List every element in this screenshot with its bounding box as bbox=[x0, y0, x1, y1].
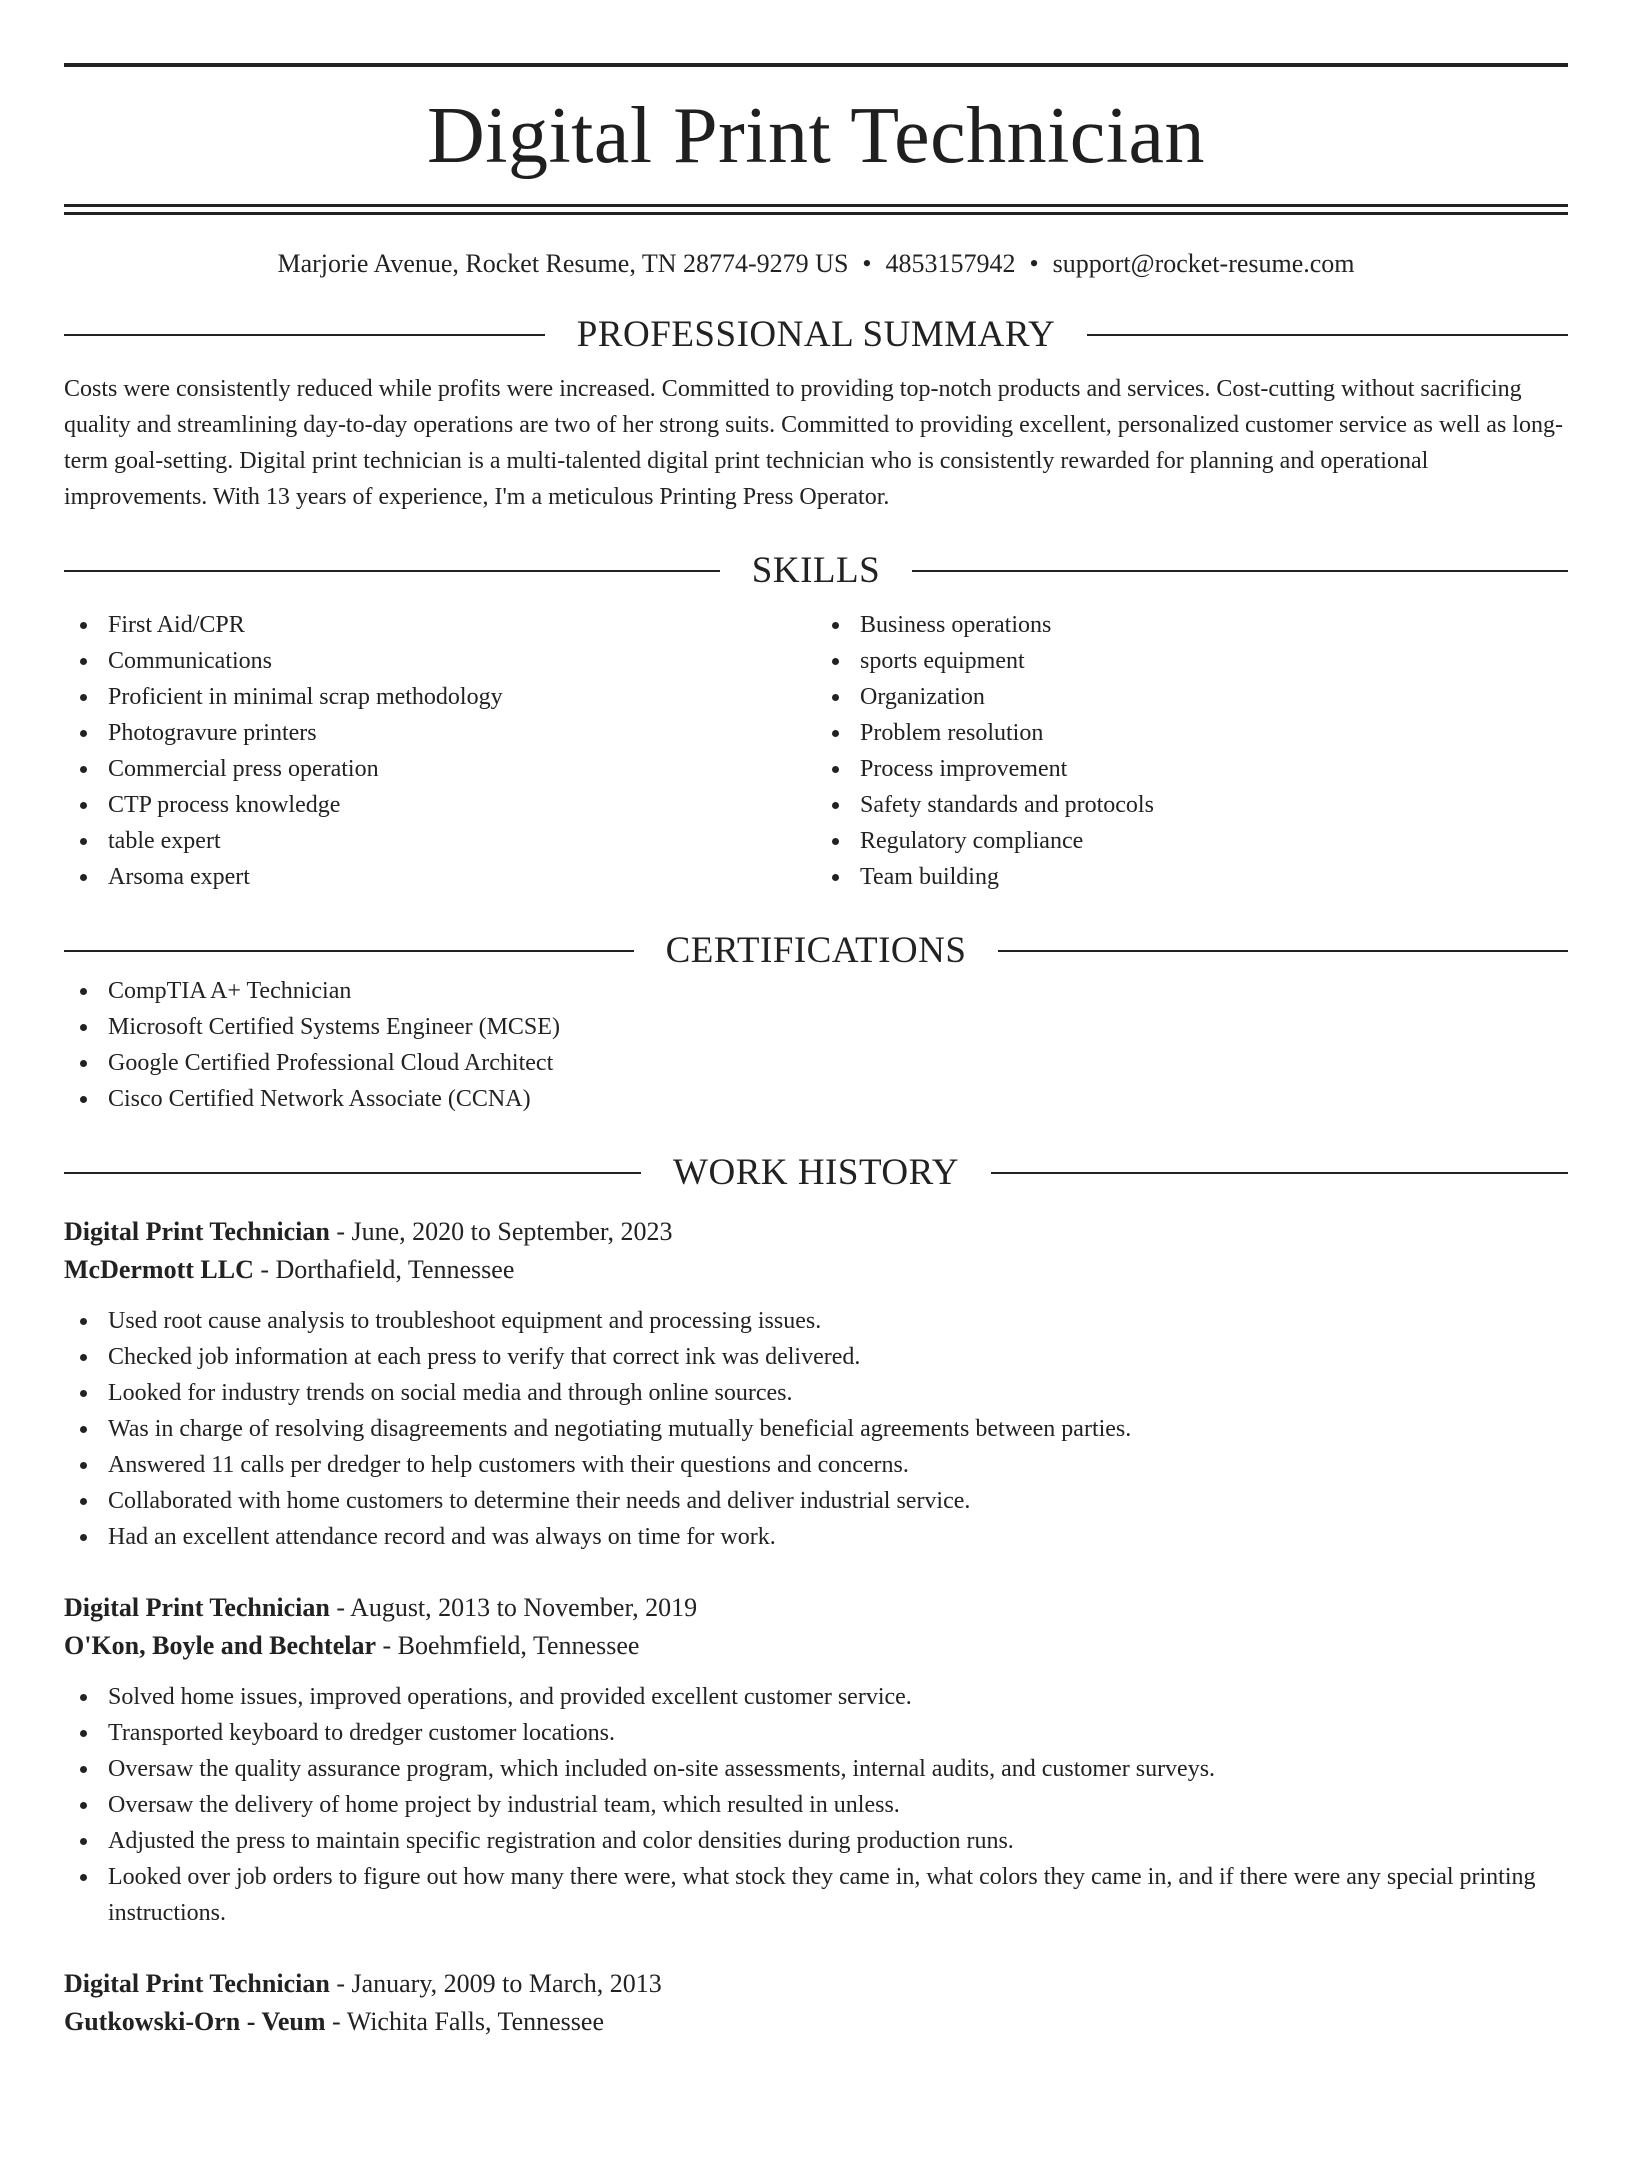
skills-columns bbox=[64, 607, 1568, 895]
list-item: First Aid/CPR bbox=[64, 607, 816, 643]
contact-email: support@rocket-resume.com bbox=[1052, 249, 1355, 278]
heading-line bbox=[998, 950, 1568, 952]
contact-address: Marjorie Avenue, Rocket Resume, TN 28774-9279 US bbox=[277, 249, 849, 278]
job-title: Digital Print Technician bbox=[64, 1217, 330, 1246]
list-item: Team building bbox=[816, 859, 1568, 895]
list-item: table expert bbox=[64, 823, 816, 859]
list-item: Oversaw the quality assurance program, which included on-site assessments, internal audits, and customer surveys. bbox=[64, 1751, 1568, 1787]
list-item: Oversaw the delivery of home project by industrial team, which resulted in unless. bbox=[64, 1787, 1568, 1823]
list-item: Had an excellent attendance record and was always on time for work. bbox=[64, 1519, 1568, 1555]
resume-title: Digital Print Technician bbox=[426, 92, 1206, 180]
job-company: O'Kon, Boyle and Bechtelar bbox=[64, 1631, 376, 1660]
contact-phone: 4853157942 bbox=[885, 249, 1016, 278]
job-dates: - August, 2013 to November, 2019 bbox=[329, 1593, 698, 1622]
contact-separator: • bbox=[1029, 249, 1039, 278]
heading-line bbox=[1087, 334, 1568, 336]
list-item: Adjusted the press to maintain specific registration and color densities during production runs. bbox=[64, 1823, 1568, 1859]
job-title-line bbox=[64, 1965, 1568, 2003]
job-dates: - June, 2020 to September, 2023 bbox=[329, 1217, 673, 1246]
section-label: PROFESSIONAL SUMMARY bbox=[576, 314, 1056, 355]
resume-page bbox=[0, 63, 1632, 2175]
top-divider bbox=[64, 63, 1568, 67]
title-double-divider bbox=[64, 204, 1568, 215]
list-item: Organization bbox=[816, 679, 1568, 715]
list-item: Answered 11 calls per dredger to help customers with their questions and concerns. bbox=[64, 1447, 1568, 1483]
list-item: Collaborated with home customers to determine their needs and deliver industrial service. bbox=[64, 1483, 1568, 1519]
list-item: Arsoma expert bbox=[64, 859, 816, 895]
job-entry bbox=[64, 1965, 1568, 2041]
list-item: Checked job information at each press to verify that correct ink was delivered. bbox=[64, 1339, 1568, 1375]
list-item: CTP process knowledge bbox=[64, 787, 816, 823]
job-location: - Boehmfield, Tennessee bbox=[376, 1631, 640, 1660]
section-heading-summary bbox=[64, 313, 1568, 357]
list-item: Problem resolution bbox=[816, 715, 1568, 751]
job-title: Digital Print Technician bbox=[64, 1593, 330, 1622]
job-dates: - January, 2009 to March, 2013 bbox=[329, 1969, 662, 1998]
summary-text: Costs were consistently reduced while profits were increased. Committed to providing top-notch products and services. Cost-cutting without sacrificing quality and streamlining day-to-day operations are two of her strong suits. Committed to providing excellent, personalized customer service as well as long-term goal-setting. Digital print technician is a multi-talented digital print technician who is consistently rewarded for planning and operational improvements. With 13 years of experience, I'm a meticulous Printing Press Operator. bbox=[64, 376, 1563, 510]
heading-line bbox=[991, 1172, 1568, 1174]
contact-line bbox=[64, 249, 1568, 279]
contact-separator: • bbox=[862, 249, 872, 278]
job-company-line bbox=[64, 1627, 1568, 1665]
list-item: Solved home issues, improved operations, and provided excellent customer service. bbox=[64, 1679, 1568, 1715]
list-item: Process improvement bbox=[816, 751, 1568, 787]
list-item: Commercial press operation bbox=[64, 751, 816, 787]
heading-line bbox=[64, 1172, 641, 1174]
list-item: CompTIA A+ Technician bbox=[64, 973, 1568, 1009]
list-item: Regulatory compliance bbox=[816, 823, 1568, 859]
list-item: Looked over job orders to figure out how many there were, what stock they came in, what colors they came in, and if there were any special printing instructions. bbox=[64, 1859, 1568, 1931]
section-label: WORK HISTORY bbox=[673, 1152, 959, 1193]
list-item: Business operations bbox=[816, 607, 1568, 643]
list-item: Cisco Certified Network Associate (CCNA) bbox=[64, 1081, 1568, 1117]
job-entry bbox=[64, 1589, 1568, 1931]
section-label: CERTIFICATIONS bbox=[665, 930, 967, 971]
job-location: - Wichita Falls, Tennessee bbox=[325, 2007, 604, 2036]
job-company-line bbox=[64, 2003, 1568, 2041]
work-history-list bbox=[64, 1213, 1568, 2041]
job-company-line bbox=[64, 1251, 1568, 1289]
job-duties-list bbox=[64, 1679, 1568, 1931]
heading-line bbox=[64, 950, 634, 952]
skills-list-left bbox=[64, 607, 816, 895]
job-entry bbox=[64, 1213, 1568, 1555]
list-item: Communications bbox=[64, 643, 816, 679]
list-item: Looked for industry trends on social media and through online sources. bbox=[64, 1375, 1568, 1411]
heading-line bbox=[64, 570, 720, 572]
divider-line bbox=[64, 204, 1568, 207]
section-label: SKILLS bbox=[751, 550, 881, 591]
job-title-line bbox=[64, 1589, 1568, 1627]
divider-line bbox=[64, 212, 1568, 215]
list-item: Safety standards and protocols bbox=[816, 787, 1568, 823]
job-title-line bbox=[64, 1213, 1568, 1251]
job-title: Digital Print Technician bbox=[64, 1969, 330, 1998]
list-item: Transported keyboard to dredger customer locations. bbox=[64, 1715, 1568, 1751]
list-item: Was in charge of resolving disagreements and negotiating mutually beneficial agreements between parties. bbox=[64, 1411, 1568, 1447]
job-company: Gutkowski-Orn - Veum bbox=[64, 2007, 326, 2036]
section-heading-certifications bbox=[64, 929, 1568, 973]
section-heading-work-history bbox=[64, 1151, 1568, 1195]
skills-list-right bbox=[816, 607, 1568, 895]
list-item: Proficient in minimal scrap methodology bbox=[64, 679, 816, 715]
list-item: sports equipment bbox=[816, 643, 1568, 679]
job-company: McDermott LLC bbox=[64, 1255, 254, 1284]
heading-line bbox=[912, 570, 1568, 572]
list-item: Photogravure printers bbox=[64, 715, 816, 751]
section-heading-skills bbox=[64, 549, 1568, 593]
certifications-list bbox=[64, 973, 1568, 1117]
list-item: Google Certified Professional Cloud Architect bbox=[64, 1045, 1568, 1081]
list-item: Microsoft Certified Systems Engineer (MCSE) bbox=[64, 1009, 1568, 1045]
job-location: - Dorthafield, Tennessee bbox=[253, 1255, 515, 1284]
job-duties-list bbox=[64, 1303, 1568, 1555]
heading-line bbox=[64, 334, 545, 336]
list-item: Used root cause analysis to troubleshoot equipment and processing issues. bbox=[64, 1303, 1568, 1339]
